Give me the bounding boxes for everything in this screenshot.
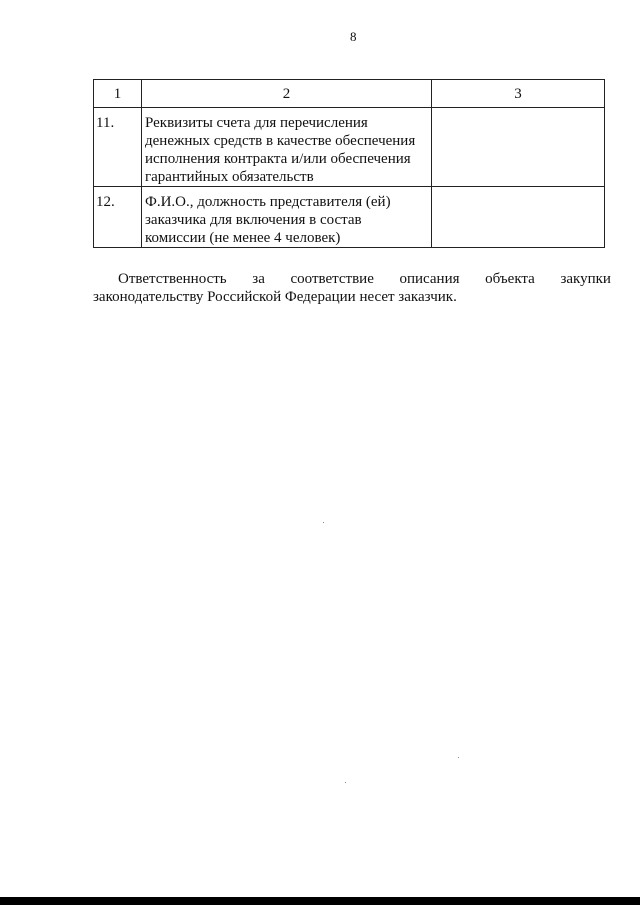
- table-row: [94, 108, 605, 187]
- row-value: [432, 108, 604, 114]
- note-word: за: [252, 271, 265, 287]
- description-line: исполнения контракта и/или обеспечения: [145, 151, 411, 167]
- description-line: комиссии (не менее 4 человек): [145, 230, 341, 246]
- row-value: [432, 187, 604, 193]
- row-number-cell: [94, 187, 142, 248]
- header-cell-3: 3: [432, 80, 605, 108]
- note-line-1: [93, 270, 611, 288]
- row-number: 12.: [96, 194, 115, 210]
- row-number: 11.: [96, 115, 115, 131]
- description-line: гарантийных обязательств: [145, 169, 314, 185]
- spec-table: [93, 79, 605, 248]
- note-word: закупки: [560, 271, 611, 287]
- responsibility-note: [93, 270, 611, 306]
- note-word: Ответственность: [118, 271, 227, 287]
- note-word: описания: [399, 271, 460, 287]
- header-cell-1: 1: [94, 80, 142, 108]
- table-row: [94, 187, 605, 248]
- row-number-cell: [94, 108, 142, 187]
- scan-bottom-edge: [0, 897, 640, 905]
- row-description: [142, 108, 431, 186]
- scan-speck: [323, 522, 324, 523]
- scan-speck: [458, 757, 459, 758]
- note-word: объекта: [485, 271, 535, 287]
- header-cell-2: 2: [142, 80, 432, 108]
- row-description-cell: [142, 108, 432, 187]
- row-description-cell: [142, 187, 432, 248]
- note-line-2: законодательству Российской Федерации несет заказчик.: [93, 289, 457, 305]
- row-description: [142, 187, 431, 247]
- description-line: заказчика для включения в состав: [145, 212, 362, 228]
- row-value-cell: [432, 187, 605, 248]
- scan-speck: [345, 782, 346, 783]
- page-number: 8: [350, 29, 357, 44]
- note-word: соответствие: [290, 271, 374, 287]
- row-value-cell: [432, 108, 605, 187]
- table-header-row: [94, 80, 605, 108]
- description-line: Реквизиты счета для перечисления: [145, 115, 368, 131]
- description-line: денежных средств в качестве обеспечения: [145, 133, 416, 149]
- description-line: Ф.И.О., должность представителя (ей): [145, 194, 391, 210]
